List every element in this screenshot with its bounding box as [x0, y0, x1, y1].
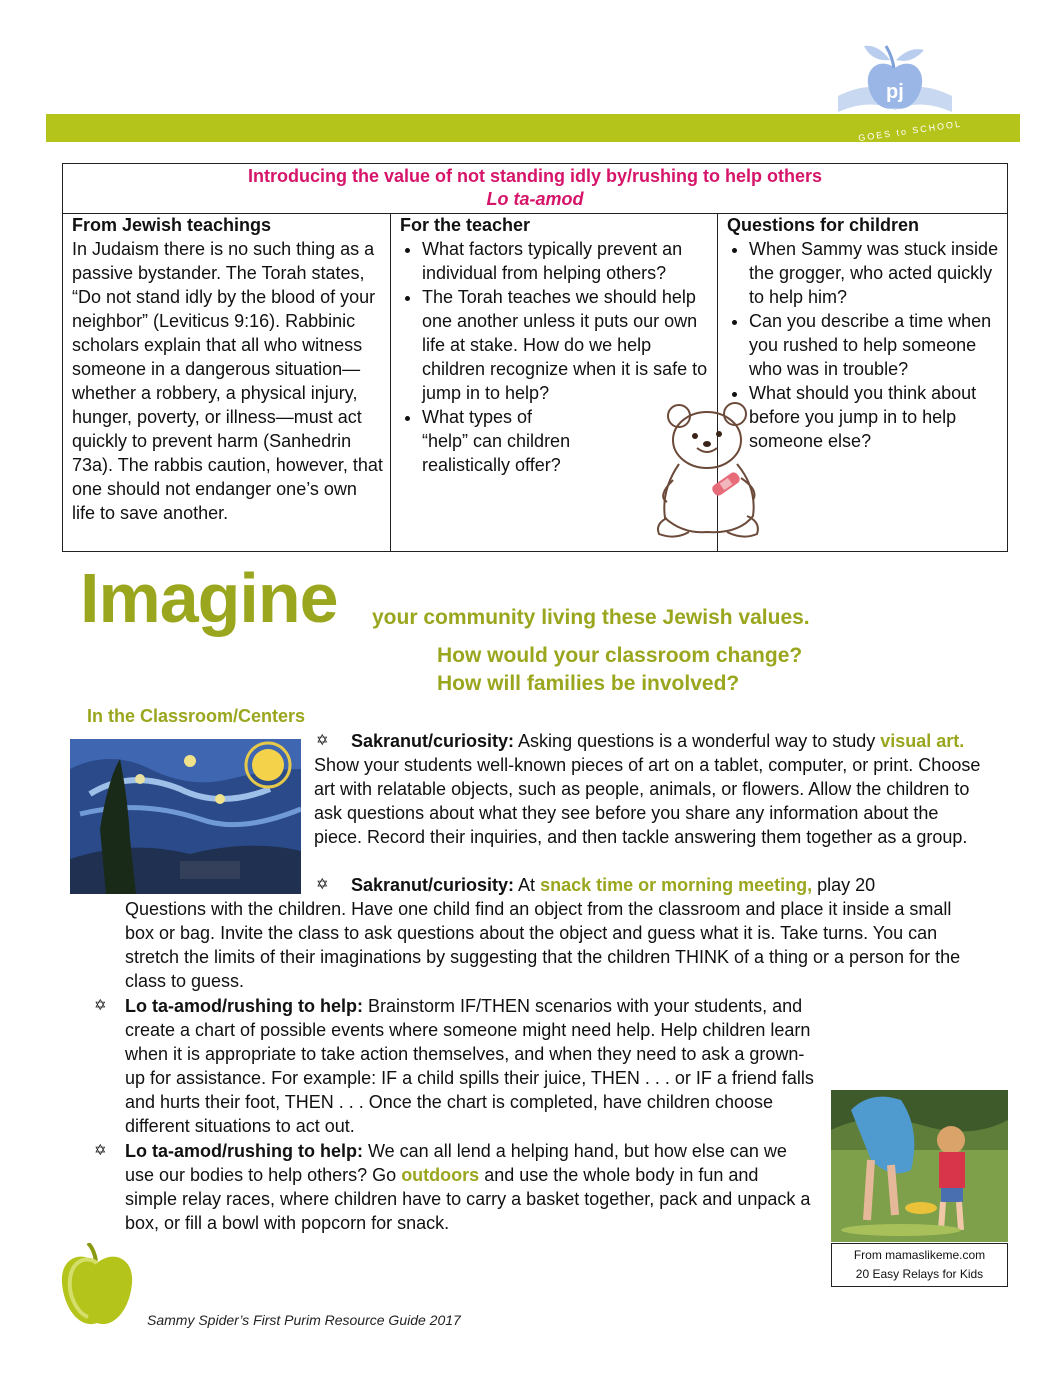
imagine-line-2: How would your classroom change?: [437, 644, 803, 667]
values-table: [62, 163, 1008, 552]
apple-icon: [58, 1243, 136, 1329]
item-label: Sakranut/curiosity:: [351, 875, 515, 895]
item-label: Lo ta-amod/rushing to help:: [125, 1141, 363, 1161]
highlight-text: snack time or morning meeting,: [540, 875, 813, 895]
item-label: Lo ta-amod/rushing to help:: [125, 996, 363, 1016]
column-heading: From Jewish teachings: [72, 215, 272, 235]
photo-caption: [831, 1243, 1008, 1287]
item-text: play 20: [812, 875, 876, 895]
item-text: At: [514, 875, 541, 895]
star-of-david-icon: ✡: [94, 997, 107, 1014]
list-item: • What types of “help” can children realistically offer?: [422, 405, 572, 477]
list-item: • What factors typically prevent an individual from helping others?: [422, 237, 711, 285]
item-text: and use the whole body in fun and simple relay races, where children have to carry a basket together, pack and unpack a box, or fill a bowl with popcorn for snack.: [125, 1165, 811, 1233]
list-item: • What should you think about before you jump in to help someone else?: [749, 381, 1001, 453]
star-of-david-icon: ✡: [316, 732, 329, 749]
children-relay-photo: [831, 1090, 1008, 1242]
children-questions-column: [718, 213, 1007, 551]
caption-line: From mamaslikeme.com: [853, 1248, 986, 1262]
table-title: Introducing the value of not standing idly by/rushing to help others: [247, 166, 822, 186]
pj-goes-to-school-logo: [820, 38, 970, 144]
item-text: Asking questions is a wonderful way to study: [514, 731, 881, 751]
imagine-heading: Imagine: [80, 559, 338, 637]
list-item: [125, 1139, 815, 1235]
column-heading: Questions for children: [727, 215, 920, 235]
table-subtitle: Lo ta-amod: [486, 189, 584, 209]
star-of-david-icon: ✡: [316, 876, 329, 893]
list-item: [351, 873, 991, 897]
section-heading: In the Classroom/Centers: [87, 706, 306, 726]
item-text: Brainstorm IF/THEN scenarios with your students, and create a chart of possible events where someone might need help. Help children learn when it is appropriate to take action themselves, and when they need to ask a grown-up for assistance. For example: IF a child spills their juice, THEN . . . or IF a friend falls and hurts their foot, THEN . . . Once the chart is completed, have children choose different situations to act out.: [125, 996, 814, 1136]
jewish-teachings-column: [63, 213, 391, 551]
column-body: In Judaism there is no such thing as a passive bystander. The Torah states, “Do not stand idly by the blood of your neighbor” (Leviticus 9:16). Rabbinic scholars explain that all who witness someone in a dangerous situation—whether a robbery, a physical injury, hunger, poverty, or illness—must act quickly to prevent harm (Sanhedrin 73a). The rabbis caution, however, that one should not endanger one’s own life to save another.: [72, 239, 383, 523]
item-label: Sakranut/curiosity:: [351, 731, 515, 751]
item-text: Show your students well-known pieces of art on a tablet, computer, or print. Choose art with relatable objects, such as people, animals, or flowers. Allow the children to ask questions about what they see before you share any information about the piece. Record their inquiries, and then tackle answering them together as a group.: [314, 755, 981, 847]
imagine-line-1: your community living these Jewish values.: [372, 606, 810, 629]
item-text: We can all lend a helping hand, but how else can we use our bodies to help others? Go: [125, 1141, 787, 1185]
logo-caption: GOES to SCHOOL: [857, 118, 963, 144]
caption-line: 20 Easy Relays for Kids: [855, 1267, 984, 1281]
table-header: [63, 164, 1007, 214]
starry-night-painting: [70, 739, 301, 894]
item-text: Questions with the children. Have one child find an object from the classroom and place it inside a small box or bag. Invite the class to ask questions about the object and guess what it is. Take turns. You can stretch the limits of their imaginations by suggesting that the children THINK of a thing or a person for the class to guess.: [125, 899, 961, 991]
column-heading: For the teacher: [400, 215, 531, 235]
list-item: [125, 994, 815, 1138]
list-item: [314, 729, 986, 849]
teacher-column: [391, 213, 718, 551]
logo-text: pj: [886, 81, 904, 103]
list-item: • When Sammy was stuck inside the grogger, who acted quickly to help him?: [749, 237, 1001, 309]
highlight-text: outdoors: [401, 1165, 480, 1185]
highlight-text: visual art.: [880, 731, 965, 751]
star-of-david-icon: ✡: [94, 1142, 107, 1159]
list-item: • Can you describe a time when you rushed to help someone who was in trouble?: [749, 309, 1001, 381]
imagine-line-3: How will families be involved?: [437, 672, 740, 695]
list-item: • The Torah teaches we should help one another unless it puts our own life at stake. How do we help children recognize when it is safe to jump in to help?: [422, 285, 711, 405]
footer-text: Sammy Spider’s First Purim Resource Guide 2017: [147, 1312, 461, 1328]
